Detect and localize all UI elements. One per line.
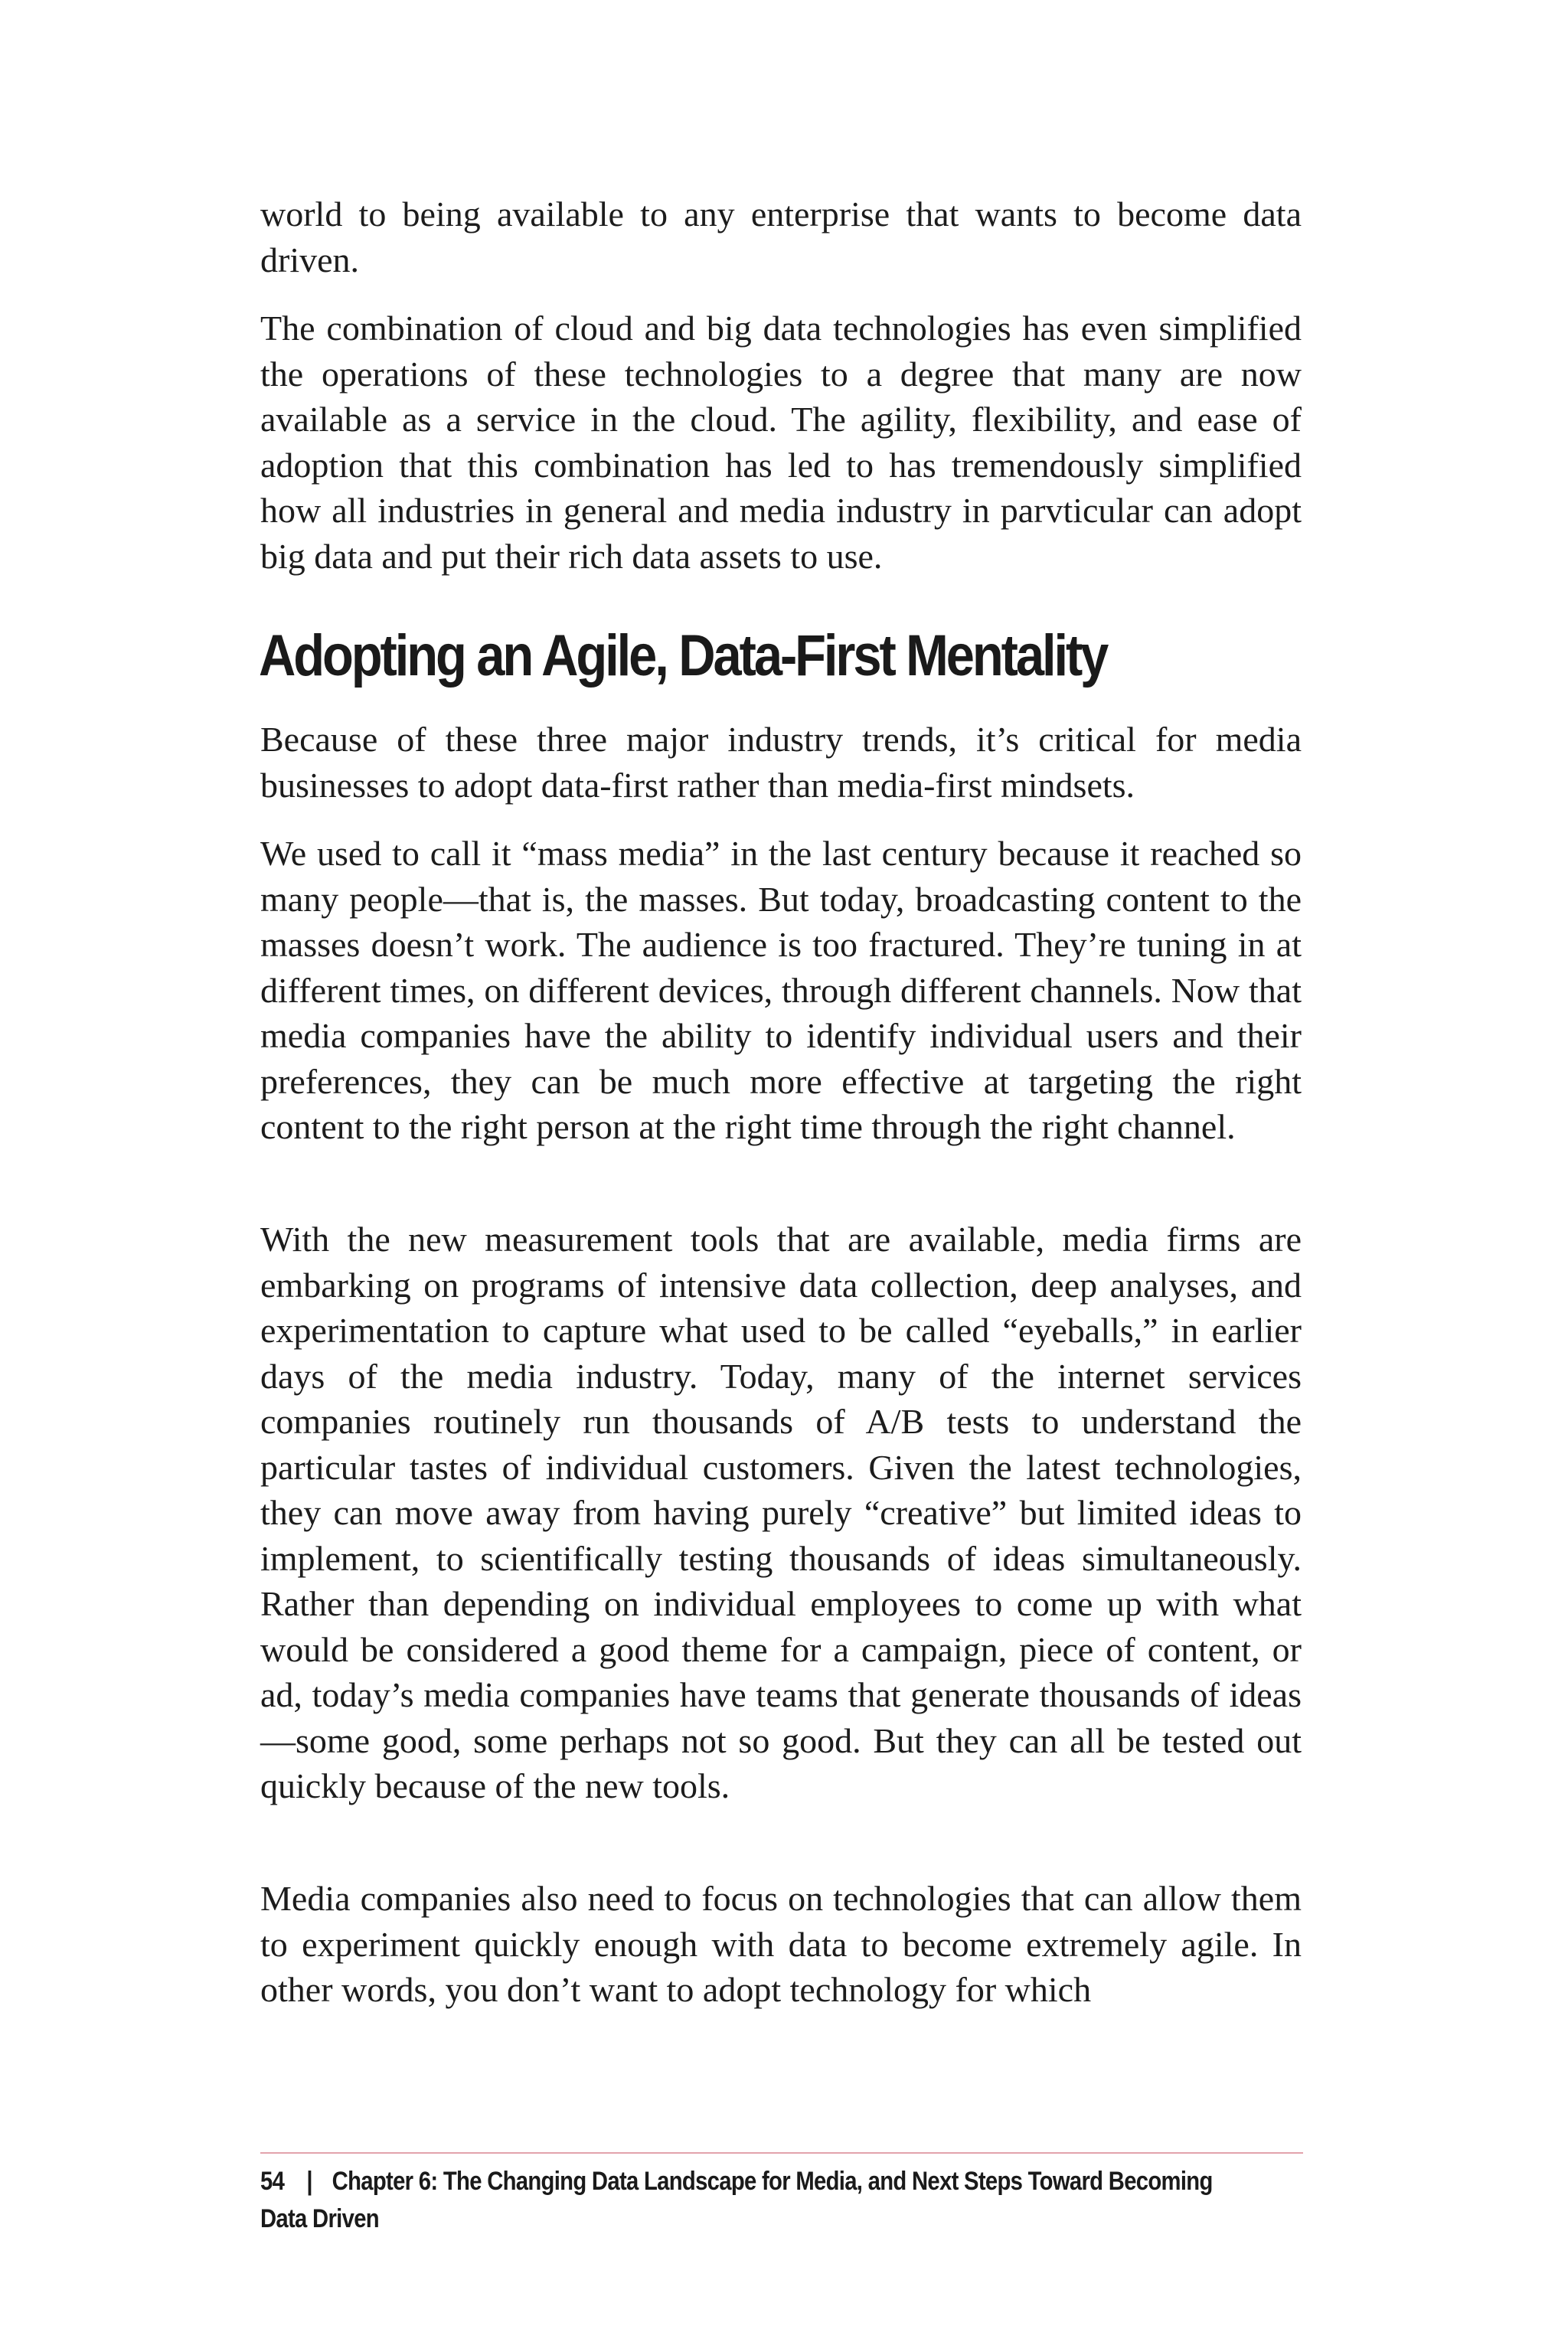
footer-separator: | (306, 2167, 312, 2196)
body-paragraph: The combination of cloud and big data technologies has even simplified the operations of these technologies to a degree that many are now available as a service in the cloud. The agility, flexibility, and ease of adoption that this combination has led to has tremendously simplified how all industries in general and media industry in parvticular can adopt big data and put their rich data assets to use. (260, 309, 1302, 576)
body-paragraph: We used to call it “mass media” in the last century because it reached so many people—that is, the masses. But today, broadcasting content to the masses doesn’t work. The audience is too fractured. They’re tuning in at different times, on different devices, through different channels. Now that media companies have the ability to identify individual users and their preferences, they can be much more effective at targeting the right content to the right person at the right time through the right channel. (260, 834, 1302, 1146)
section-heading: Adopting an Agile, Data-First Mentality (259, 623, 1107, 688)
page-number: 54 (260, 2167, 285, 2196)
running-footer (260, 2163, 1248, 2238)
body-paragraph: Because of these three major industry trends, it’s critical for media businesses to adopt data-first rather than media-first mindsets. (260, 720, 1302, 805)
running-title: Chapter 6: The Changing Data Landscape for Media, and Next Steps Toward Becoming Data Driven (260, 2167, 1213, 2233)
body-paragraph: With the new measurement tools that are available, media firms are embarking on programs of intensive data collection, deep analyses, and experimentation to capture what used to be called “eyeballs,” in earlier days of the media industry. Today, many of the internet services companies routinely run thousands of A/B tests to understand the particular tastes of individual customers. Given the latest technologies, they can move away from having purely “creative” but limited ideas to implement, to scientifically testing thousands of ideas simultaneously. Rather than depending on individual employees to come up with what would be considered a good theme for a campaign, piece of content, or ad, today’s media companies have teams that generate thousands of ideas—some good, some perhaps not so good. But they can all be tested out quickly because of the new tools. (260, 1220, 1302, 1805)
body-paragraph: Media companies also need to focus on technologies that can allow them to experiment quickly enough with data to become extremely agile. In other words, you don’t want to adopt technology for which (260, 1879, 1302, 2009)
body-paragraph: world to being available to any enterprise that wants to become data driven. (260, 194, 1302, 279)
footer-divider (260, 2152, 1303, 2154)
